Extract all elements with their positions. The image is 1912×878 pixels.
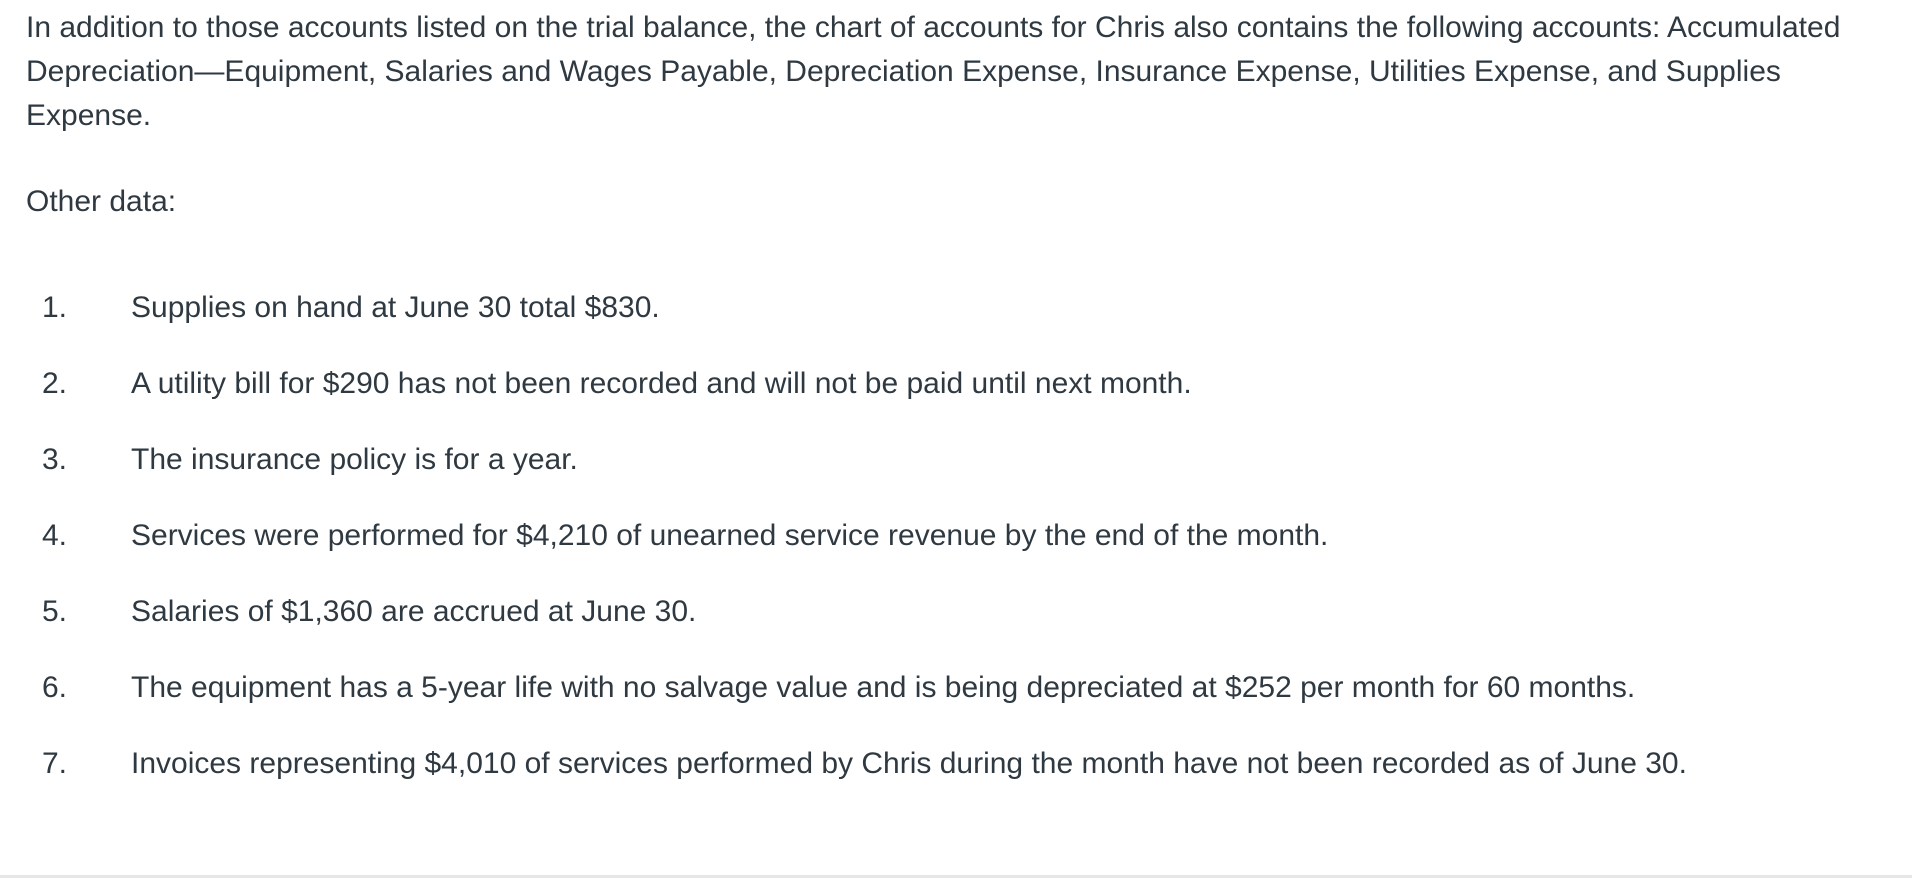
list-item <box>0 286 1912 362</box>
item-number: 4. <box>42 519 68 552</box>
list-item <box>0 666 1912 742</box>
item-text: The insurance policy is for a year. <box>131 443 578 476</box>
other-data-label: Other data: <box>26 185 177 218</box>
item-text: Supplies on hand at June 30 total $830. <box>131 291 660 324</box>
item-number: 3. <box>42 443 68 476</box>
list-item <box>0 742 1912 818</box>
item-number: 5. <box>42 595 68 628</box>
item-text: The equipment has a 5-year life with no salvage value and is being depreciated at $252 per month for 60 months. <box>131 671 1636 704</box>
item-text: Services were performed for $4,210 of unearned service revenue by the end of the month. <box>131 519 1329 552</box>
list-item <box>0 438 1912 514</box>
item-number: 1. <box>42 291 68 324</box>
item-number: 7. <box>42 747 68 780</box>
item-number: 6. <box>42 671 68 704</box>
item-text: Salaries of $1,360 are accrued at June 30. <box>131 595 697 628</box>
list-item <box>0 514 1912 590</box>
item-text: Invoices representing $4,010 of services performed by Chris during the month have not been recorded as of June 30. <box>131 747 1687 780</box>
list-item <box>0 362 1912 438</box>
item-text: A utility bill for $290 has not been recorded and will not be paid until next month. <box>131 367 1192 400</box>
intro-paragraph: In addition to those accounts listed on the trial balance, the chart of accounts for Chris also contains the following accounts: Accumulated Depreciation—Equipment, Salaries and Wages Payable, Depreciation Expense, Insurance Expense, Utilities Expense, and Supplies Expense. <box>26 11 1841 132</box>
list-item <box>0 590 1912 666</box>
other-data-list <box>0 286 1912 818</box>
item-number: 2. <box>42 367 68 400</box>
